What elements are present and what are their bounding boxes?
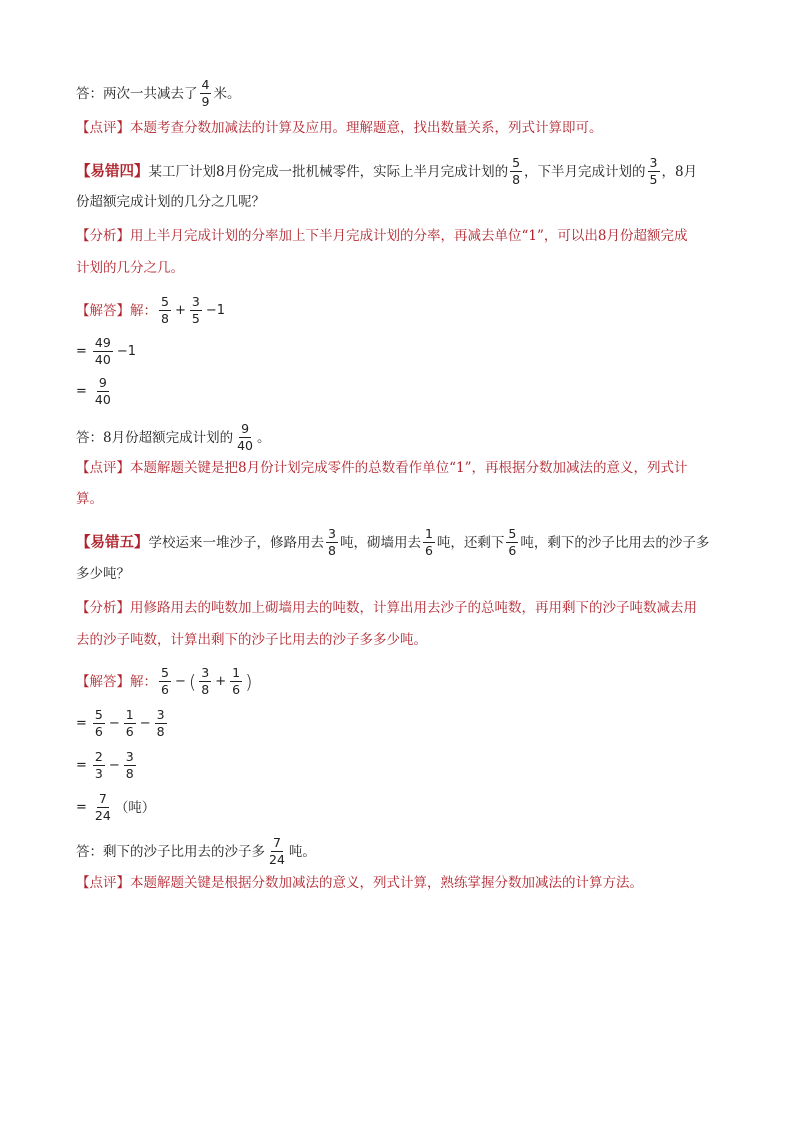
fraction: $\frac{7}{24}$ xyxy=(269,835,285,867)
fraction: $\frac{3}{5}$ xyxy=(191,294,200,326)
problem-5-analysis-cont: 去的沙子吨数，计算出剩下的沙子比用去的沙子多多少吨。 xyxy=(76,632,427,648)
problem-tag: 【易错五】 xyxy=(76,533,149,551)
comment-line: 【点评】本题考查分数加减法的计算及应用。理解题意，找出数量关系，列式计算即可。 xyxy=(76,120,603,136)
problem-5-step-2: = $\frac{2}{3}$ − $\frac{3}{8}$ xyxy=(76,749,134,781)
problem-5-step-1: = $\frac{5}{6}$ − $\frac{1}{6}$ − $\frac{3}{8}$ xyxy=(76,707,165,739)
problem-4-analysis-cont: 计划的几分之几。 xyxy=(76,260,184,276)
fraction: $\frac{3}{8}$ xyxy=(125,749,134,781)
problem-4-comment: 【点评】本题解题关键是把8月份计划完成零件的总数看作单位“1”，再根据分数加减法的意义，列式计 xyxy=(76,460,688,476)
problem-5-step-3: = $\frac{7}{24}$ （吨） xyxy=(76,791,156,823)
problem-5-analysis: 【分析】用修路用去的吨数加上砌墙用去的吨数，计算出用去沙子的总吨数，再用剩下的沙子吨数减去用 xyxy=(76,600,697,616)
problem-5-question-cont: 多少吨？ xyxy=(76,566,130,582)
fraction: $\frac{2}{3}$ xyxy=(94,749,103,781)
fraction: $\frac{5}{8}$ xyxy=(512,155,521,187)
fraction: $\frac{1}{6}$ xyxy=(424,526,433,558)
problem-tag: 【易错四】 xyxy=(76,162,149,180)
fraction: $\frac{49}{40}$ xyxy=(94,335,111,367)
fraction: $\frac{5}{6}$ xyxy=(94,707,103,739)
solution-label: 【解答】解： xyxy=(76,302,157,319)
fraction: $\frac{5}{8}$ xyxy=(161,294,169,326)
problem-5-solution: 【解答】解： $\frac{5}{6}$ − ( $\frac{3}{8}$ + $\frac{1}{6}$ ) xyxy=(76,665,253,697)
answer-text: 答：两次一共减去了 xyxy=(76,85,198,102)
problem-4-comment-cont: 算。 xyxy=(76,491,103,507)
problem-4-question: 【易错四】 某工厂计划8月份完成一批机械零件，实际上半月完成计划的 $\frac{5}{8}$ ，下半月完成计划的 $\frac{3}{5}$ ，8月 xyxy=(76,155,698,187)
fraction: $\frac{4}{9}$ xyxy=(201,77,210,109)
fraction: $\frac{9}{40}$ xyxy=(237,421,253,453)
solution-label: 【解答】解： xyxy=(76,673,157,690)
fraction: $\frac{3}{8}$ xyxy=(156,707,165,739)
problem-4-step-2: = $\frac{9}{40}$ xyxy=(76,375,111,407)
problem-5-question: 【易错五】 学校运来一堆沙子，修路用去 $\frac{3}{8}$ 吨，砌墙用去 $\frac{1}{6}$ 吨，还剩下 $\frac{5}{6}$ 吨，剩下的沙子比用去的沙子多 xyxy=(76,526,710,558)
fraction: $\frac{9}{40}$ xyxy=(94,375,111,407)
fraction: $\frac{5}{6}$ xyxy=(508,526,517,558)
fraction: $\frac{1}{6}$ xyxy=(232,665,241,697)
problem-4-analysis: 【分析】用上半月完成计划的分率加上下半月完成计划的分率，再减去单位“1”，可以出8月份超额完成 xyxy=(76,228,688,244)
problem-4-solution: 【解答】解： $\frac{5}{8}$ + $\frac{3}{5}$ −1 xyxy=(76,294,225,326)
problem-4-answer: 答：8月份超额完成计划的 $\frac{9}{40}$ 。 xyxy=(76,421,271,453)
fraction: $\frac{1}{6}$ xyxy=(125,707,134,739)
answer-line: 答：两次一共减去了 $\frac{4}{9}$ 米。 xyxy=(76,77,241,109)
problem-5-answer: 答：剩下的沙子比用去的沙子多 $\frac{7}{24}$ 吨。 xyxy=(76,835,316,867)
problem-4-question-cont: 份超额完成计划的几分之几呢？ xyxy=(76,194,265,210)
fraction: $\frac{5}{6}$ xyxy=(161,665,169,697)
fraction: $\frac{3}{8}$ xyxy=(328,526,336,558)
fraction: $\frac{3}{8}$ xyxy=(201,665,210,697)
problem-5-comment: 【点评】本题解题关键是根据分数加减法的意义，列式计算，熟练掌握分数加减法的计算方法。 xyxy=(76,875,643,891)
problem-4-step-1: = $\frac{49}{40}$ −1 xyxy=(76,335,136,367)
fraction: $\frac{3}{5}$ xyxy=(649,155,658,187)
fraction: $\frac{7}{24}$ xyxy=(94,791,111,823)
